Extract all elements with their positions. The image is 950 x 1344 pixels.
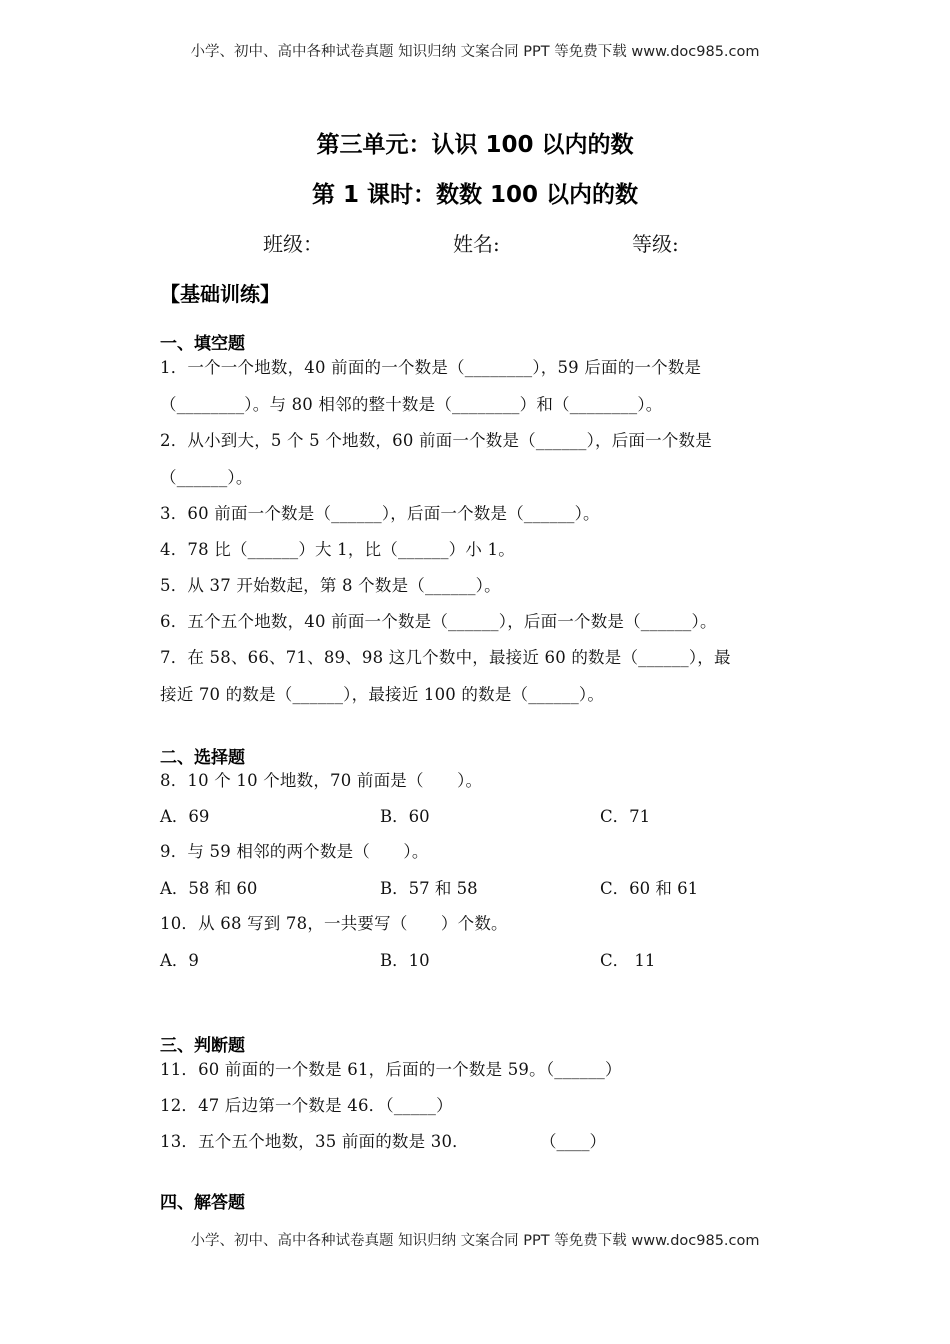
page-footer: 小学、初中、高中各种试卷真题 知识归纳 文案合同 PPT 等免费下载 www.doc985.com <box>190 1233 760 1249</box>
class-label: 班级： <box>263 232 323 256</box>
option-a: A．69 <box>160 807 210 826</box>
basic-training-heading: 【基础训练】 <box>160 282 280 306</box>
question-line: 4．78 比（______）大 1，比（______）小 1。 <box>160 540 515 559</box>
option-b: B．10 <box>380 951 430 970</box>
answer-blank: （____） <box>540 1132 606 1151</box>
unit-title: 第三单元：认识 100 以内的数 <box>316 132 634 158</box>
question-line: 1．一个一个地数，40 前面的一个数是（________），59 后面的一个数是 <box>160 358 702 377</box>
question-line: 6．五个五个地数，40 前面一个数是（______），后面一个数是（______）。 <box>160 612 717 631</box>
option-c: C．71 <box>600 807 651 826</box>
question-line: 7．在 58、66、71、89、98 这几个数中，最接近 60 的数是（______），最 <box>160 648 731 667</box>
option-b: B．60 <box>380 807 430 826</box>
question-line: （______）。 <box>160 468 253 487</box>
question-line: 接近 70 的数是（______），最接近 100 的数是（______）。 <box>160 685 605 704</box>
option-a: A．58 和 60 <box>160 879 258 898</box>
grade-label: 等级: <box>632 232 679 256</box>
choice-stem: 9．与 59 相邻的两个数是（ ）。 <box>160 842 429 861</box>
question-line: 2．从小到大，5 个 5 个地数，60 前面一个数是（______），后面一个数是 <box>160 431 712 450</box>
section-answer-heading: 四、解答题 <box>160 1193 245 1213</box>
judge-question: 11．60 前面的一个数是 61，后面的一个数是 59。（______） <box>160 1060 622 1079</box>
choice-stem: 8．10 个 10 个地数，70 前面是（ ）。 <box>160 771 483 790</box>
student-info-fields <box>0 228 950 258</box>
lesson-title: 第 1 课时：数数 100 以内的数 <box>311 182 639 208</box>
name-label: 姓名: <box>453 232 500 256</box>
question-line: 3．60 前面一个数是（______），后面一个数是（______）。 <box>160 504 600 523</box>
question-line: （________）。与 80 相邻的整十数是（________）和（________）。 <box>160 395 663 414</box>
section-fill-heading: 一、填空题 <box>160 334 245 354</box>
choice-stem: 10．从 68 写到 78，一共要写（ ）个数。 <box>160 914 508 933</box>
section-choice-heading: 二、选择题 <box>160 748 245 768</box>
option-b: B．57 和 58 <box>380 879 478 898</box>
page-header: 小学、初中、高中各种试卷真题 知识归纳 文案合同 PPT 等免费下载 www.doc985.com <box>190 44 760 60</box>
question-line: 5．从 37 开始数起，第 8 个数是（______）。 <box>160 576 501 595</box>
judge-question: 12．47 后边第一个数是 46．（_____） <box>160 1096 453 1115</box>
judge-question: 13．五个五个地数，35 前面的数是 30． <box>160 1132 469 1151</box>
option-c: C． 11 <box>600 951 656 970</box>
section-judge-heading: 三、判断题 <box>160 1036 245 1056</box>
option-a: A．9 <box>160 951 199 970</box>
option-c: C．60 和 61 <box>600 879 699 898</box>
